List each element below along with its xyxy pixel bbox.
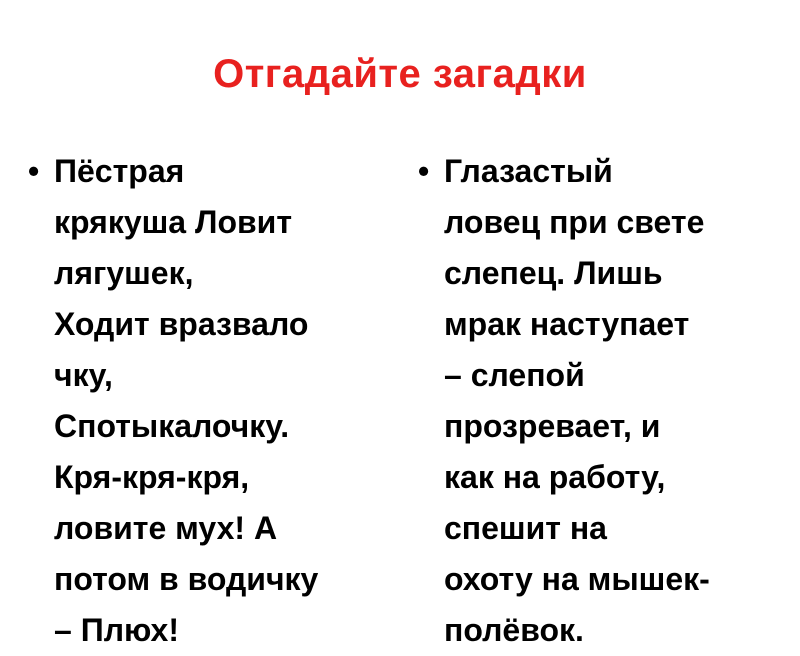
riddle-line: как на работу, — [444, 459, 666, 495]
riddle-line: лягушек, — [54, 255, 194, 291]
riddle-line: – Плюх! — [54, 612, 179, 648]
riddle-line: ловец при свете — [444, 204, 705, 240]
slide-title: Отгадайте загадки — [213, 52, 587, 96]
riddle-line: Ходит вразвало — [54, 306, 309, 342]
bullet-icon: • — [28, 153, 40, 189]
riddle-text — [444, 146, 710, 656]
riddle-line: прозревает, и — [444, 408, 661, 444]
riddle-line: ловите мух! А — [54, 510, 278, 546]
bullet-icon: • — [418, 153, 430, 189]
riddle-line: слепец. Лишь — [444, 255, 663, 291]
riddle-line: чку, — [54, 357, 113, 393]
riddle-line: полёвок. — [444, 612, 584, 648]
riddle-line: Пёстрая — [54, 153, 185, 189]
riddle-line: спешит на — [444, 510, 607, 546]
riddle-text — [54, 146, 318, 656]
riddle-line: крякуша Ловит — [54, 204, 292, 240]
riddle-line: Кря-кря-кря, — [54, 459, 250, 495]
riddle-line: потом в водичку — [54, 561, 319, 597]
riddle-line: мрак наступает — [444, 306, 690, 342]
riddle-line: охоту на мышек- — [444, 561, 710, 597]
riddle-line: Спотыкалочку. — [54, 408, 290, 444]
riddle-line: Глазастый — [444, 153, 613, 189]
riddle-line: – слепой — [444, 357, 585, 393]
